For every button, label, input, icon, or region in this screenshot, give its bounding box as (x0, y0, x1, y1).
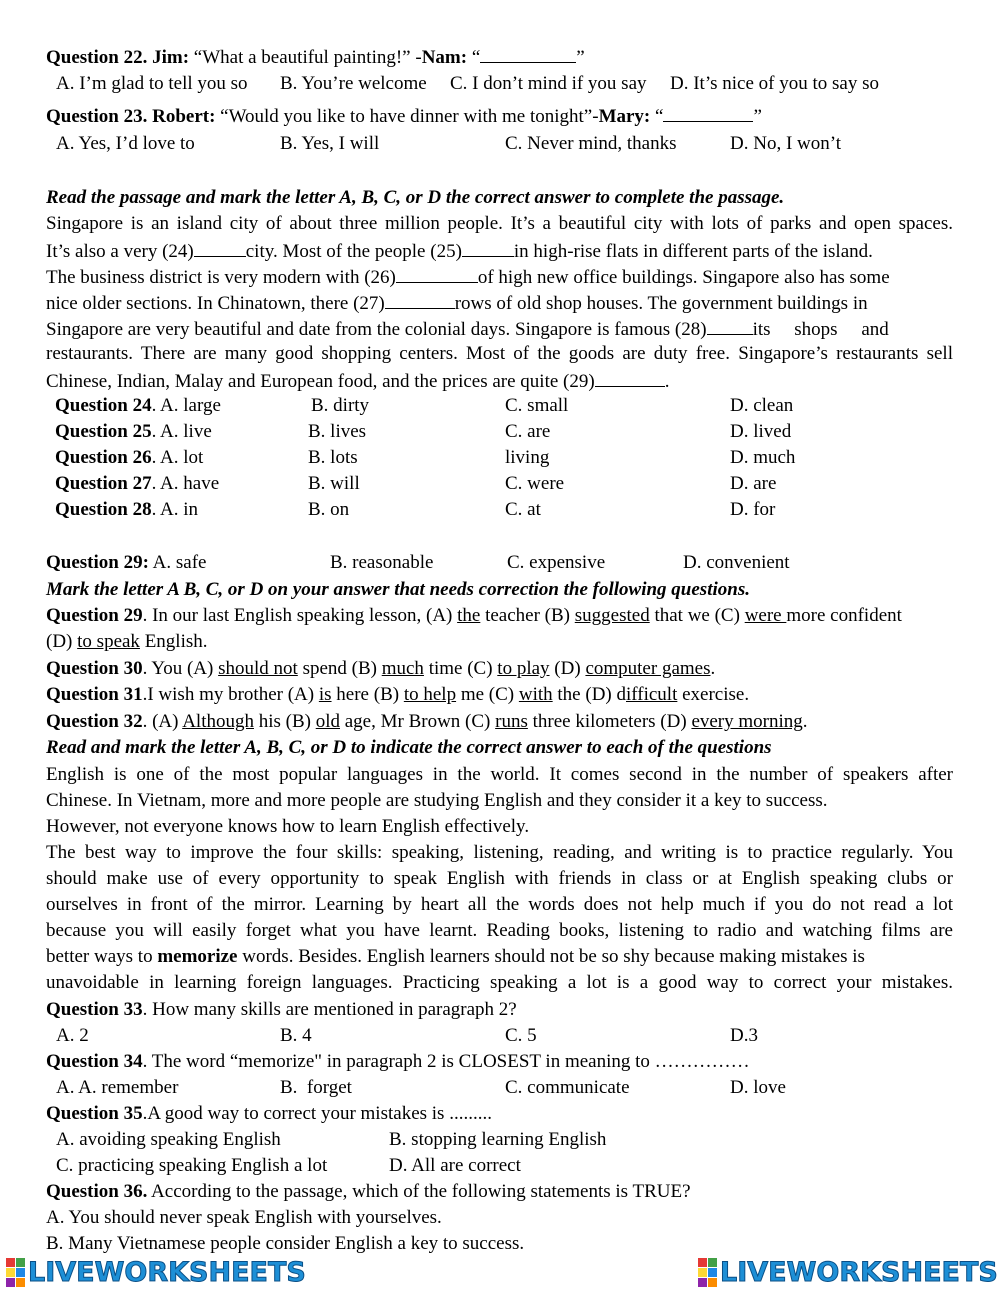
q29-option-a[interactable]: the (457, 605, 481, 626)
q25-option-c[interactable]: C. are (505, 421, 551, 442)
q29-text: English. (139, 631, 208, 652)
q23-option-d[interactable]: D. No, I won’t (730, 133, 842, 154)
q23-answer-blank[interactable] (663, 104, 753, 122)
q33-option-a[interactable]: A. 2 (56, 1025, 89, 1046)
q23-option-b[interactable]: B. Yes, I will (280, 133, 380, 154)
blank-27[interactable] (385, 291, 455, 309)
q36-option-b[interactable]: B. Many Vietnamese people consider English a key to success. (46, 1233, 525, 1254)
q22-answer-blank[interactable] (480, 45, 576, 63)
q30-text: spend (B) (297, 658, 382, 679)
cloze-text: nice older sections. In Chinatown, there (27) (46, 293, 385, 314)
blank-25[interactable] (462, 239, 514, 257)
reading-p2-line-4: because you will easily forget what you have learnt. Reading books, listening to radio and watching films are (46, 920, 953, 941)
q23-prompt: “Would you like to have dinner with me tonight”- (220, 106, 599, 127)
q31-option-d[interactable]: ifficult (626, 684, 678, 705)
blank-28[interactable] (707, 317, 753, 335)
reading-p2-line-5 (46, 946, 953, 968)
logo-blocks-icon (698, 1258, 717, 1287)
cloze-line-7 (46, 369, 669, 391)
reading-p1-line-3: However, not everyone knows how to learn English effectively. (46, 816, 530, 837)
cloze-line-3 (46, 265, 890, 287)
q30-option-a[interactable]: should not (218, 658, 298, 679)
reading-text (46, 946, 865, 968)
q30-text: time (C) (423, 658, 498, 679)
cloze-text: in high-rise flats in different parts of the island. (513, 241, 873, 262)
q29a-label: Question 29: (46, 552, 149, 573)
q31-label: Question 31 (46, 684, 143, 705)
cloze-line-4 (46, 291, 868, 313)
q36-text: According to the passage, which of the following statements is TRUE? (147, 1181, 691, 1202)
q22-prompt: “What a beautiful painting!” - (193, 47, 422, 68)
q26-option-b[interactable]: B. lots (308, 447, 358, 468)
q32-text: three kilometers (D) (527, 711, 692, 732)
q35-option-b[interactable]: B. stopping learning English (389, 1129, 607, 1150)
q32-label: Question 32 (46, 711, 143, 732)
reading-p2-line-2: should make use of every opportunity to speak English with friends in class or at English speaking clubs or (46, 868, 953, 889)
q26-option-d[interactable]: D. much (730, 447, 796, 468)
reading-instruction: Read and mark the letter A, B, C, or D to indicate the correct answer to each of the questions (46, 737, 772, 758)
q28-option-b[interactable]: B. on (308, 499, 350, 520)
q35-label: Question 35 (46, 1103, 143, 1124)
q32-line (46, 711, 808, 733)
q22-label: Question 22. (46, 47, 148, 68)
correction-instruction: Mark the letter A B, C, or D on your answer that needs correction the following questions. (46, 579, 750, 600)
q30-option-b[interactable]: much (381, 658, 424, 679)
q28-option-d[interactable]: D. for (730, 499, 776, 520)
q31-option-b[interactable]: to help (403, 684, 457, 705)
q30-option-d[interactable]: computer games (585, 658, 711, 679)
q30-option-c[interactable]: to play (497, 658, 550, 679)
q28-row (55, 499, 198, 521)
reading-text-a: better ways to (46, 946, 158, 967)
cloze-text: its shops and (752, 319, 889, 340)
reading-p1-line-2: Chinese. In Vietnam, more and more people are studying English and they consider it a key to success. (46, 790, 828, 811)
q30-text: (D) (549, 658, 586, 679)
q25-option-d[interactable]: D. lived (730, 421, 792, 442)
q34-option-c[interactable]: C. communicate (505, 1077, 630, 1098)
q35-option-c[interactable]: C. practicing speaking English a lot (56, 1155, 328, 1176)
q27-option-a[interactable]: . A. have (151, 473, 220, 494)
reading-text-c: words. Besides. English learners should not be so shy because making mistakes is (237, 946, 865, 967)
q22-option-d[interactable]: D. It’s nice of you to say so (670, 73, 879, 94)
q27-label: Question 27 (55, 473, 152, 494)
logo-blocks-icon (6, 1258, 25, 1287)
q34-label: Question 34 (46, 1051, 143, 1072)
q25-option-a[interactable]: . A. live (151, 421, 212, 442)
blank-26[interactable] (396, 265, 478, 283)
q28-option-a[interactable]: . A. in (151, 499, 199, 520)
q29-label: Question 29 (46, 605, 143, 626)
q28-option-c[interactable]: C. at (505, 499, 541, 520)
liveworksheets-logo-right (698, 1255, 998, 1289)
q24-label: Question 24 (55, 395, 152, 416)
q24-row (55, 395, 221, 417)
q29-option-c[interactable]: were (744, 605, 787, 626)
cloze-text: rows of old shop houses. The government buildings in (454, 293, 868, 314)
reading-p2-line-1: The best way to improve the four skills: speaking, listening, reading, and writing is to practice regularly. You (46, 842, 953, 863)
q30-label: Question 30 (46, 658, 143, 679)
q29-text: (D) (46, 631, 78, 652)
q24-option-d[interactable]: D. clean (730, 395, 794, 416)
q25-option-b[interactable]: B. lives (308, 421, 367, 442)
q32-option-d[interactable]: every morning (691, 711, 803, 732)
q31-option-c[interactable]: with (518, 684, 553, 705)
q36-label: Question 36. (46, 1181, 148, 1202)
q27-option-c[interactable]: C. were (505, 473, 565, 494)
q23-line (46, 104, 762, 126)
q33-line (46, 999, 517, 1021)
cloze-text: Chinese, Indian, Malay and European food, and the prices are quite (29) (46, 371, 595, 392)
cloze-text: city. Most of the people (25) (245, 241, 462, 262)
q34-line (46, 1051, 750, 1073)
q23-option-c[interactable]: C. Never mind, thanks (505, 133, 677, 154)
q29a-option-a[interactable]: A. safe (152, 552, 207, 573)
q35-option-a[interactable]: A. avoiding speaking English (56, 1129, 281, 1150)
q34-option-d[interactable]: D. love (730, 1077, 786, 1098)
q36-option-a[interactable]: A. You should never speak English with yourselves. (46, 1207, 442, 1228)
q29a-option-d[interactable]: D. convenient (683, 552, 790, 573)
q32-text: . (802, 711, 808, 732)
q27-row (55, 473, 219, 495)
q29a-option-b[interactable]: B. reasonable (330, 552, 434, 573)
q23-close-quote: ” (753, 106, 762, 127)
q29-line-2 (46, 631, 208, 653)
q32-text: age, Mr Brown (C) (340, 711, 496, 732)
reading-p2-line-3: ourselves in front of the mirror. Learning by heart all the words does not help much if you do not read a lot (46, 894, 953, 915)
q32-option-a[interactable]: Although (182, 711, 254, 732)
q27-option-b[interactable]: B. will (308, 473, 360, 494)
q31-text: the (D) d (552, 684, 626, 705)
logo-text: LIVEWORKSHEETS (720, 1256, 998, 1288)
q23-label: Question 23. (46, 106, 148, 127)
cloze-line-1: Singapore is an island city of about three million people. It’s a beautiful city with lots of parks and open spaces. (46, 213, 953, 234)
q29-text: more confident (786, 605, 902, 626)
reading-p1-line-1: English is one of the most popular languages in the world. It comes second in the number of speakers after (46, 764, 953, 785)
q22-option-c[interactable]: C. I don’t mind if you say (450, 73, 647, 94)
q36-line (46, 1181, 691, 1203)
cloze-text: Singapore are very beautiful and date from the colonial days. Singapore is famous (28) (46, 319, 707, 340)
q22-open-quote: “ (471, 47, 481, 68)
q26-row (55, 447, 203, 469)
q31-text: me (C) (456, 684, 519, 705)
q35-option-d[interactable]: D. All are correct (389, 1155, 521, 1176)
q29-text: teacher (B) (480, 605, 575, 626)
q22-close-quote: ” (576, 47, 585, 68)
logo-text: LIVEWORKSHEETS (28, 1256, 306, 1288)
q22-line (46, 45, 585, 67)
q27-option-d[interactable]: D. are (730, 473, 777, 494)
q23-speaker1: Robert: (152, 106, 216, 127)
reading-p2-line-6: unavoidable in learning foreign languages. Practicing speaking a lot is a good way to correct your mistakes. (46, 972, 953, 993)
cloze-instruction: Read the passage and mark the letter A, B, C, or D the correct answer to complete the passage. (46, 187, 785, 208)
q22-speaker1: Jim: (152, 47, 190, 68)
q23-speaker2: Mary: (598, 106, 651, 127)
q29a-option-c[interactable]: C. expensive (507, 552, 606, 573)
cloze-text: . (664, 371, 670, 392)
q31-option-a[interactable]: is (318, 684, 332, 705)
q22-option-b[interactable]: B. You’re welcome (280, 73, 427, 94)
q30-text: . (710, 658, 716, 679)
blank-29[interactable] (595, 369, 665, 387)
q28-label: Question 28 (55, 499, 152, 520)
q31-line (46, 684, 749, 706)
q33-option-b[interactable]: B. 4 (280, 1025, 312, 1046)
q23-open-quote: “ (655, 106, 664, 127)
q34-text: . The word “memorize" in paragraph 2 is CLOSEST in meaning to …………… (142, 1051, 750, 1072)
q23-option-a[interactable]: A. Yes, I’d love to (56, 133, 195, 154)
q24-option-c[interactable]: C. small (505, 395, 569, 416)
q29a-row (46, 552, 206, 574)
q33-text: . How many skills are mentioned in paragraph 2? (142, 999, 517, 1020)
q33-label: Question 33 (46, 999, 143, 1020)
q30-text: . You (A) (142, 658, 219, 679)
cloze-line-6: restaurants. There are many good shopping centers. Most of the goods are duty free. Singapore’s restaurants sell (46, 343, 953, 364)
q35-line (46, 1103, 492, 1125)
q24-option-b[interactable]: B. dirty (311, 395, 370, 416)
q32-option-c[interactable]: runs (495, 711, 528, 732)
q34-option-b[interactable]: B. forget (280, 1077, 352, 1098)
q34-option-a[interactable]: A. A. remember (56, 1077, 179, 1098)
q33-option-c[interactable]: C. 5 (505, 1025, 537, 1046)
cloze-line-2 (46, 239, 873, 261)
q33-option-d[interactable]: D.3 (730, 1025, 758, 1046)
cloze-text: The business district is very modern with (26) (46, 267, 396, 288)
q29-line (46, 605, 902, 627)
q29-option-b[interactable]: suggested (574, 605, 650, 626)
cloze-line-5 (46, 317, 889, 339)
q31-text: .I wish my brother (A) (142, 684, 319, 705)
q32-text: his (B) (253, 711, 316, 732)
cloze-text: of high new office buildings. Singapore also has some (477, 267, 890, 288)
q29-text: . In our last English speaking lesson, (A) (142, 605, 458, 626)
q29-text: that we (C) (649, 605, 745, 626)
q25-label: Question 25 (55, 421, 152, 442)
q25-row (55, 421, 212, 443)
q26-label: Question 26 (55, 447, 152, 468)
q31-text: exercise. (677, 684, 750, 705)
q32-text: . (A) (142, 711, 183, 732)
q30-line (46, 658, 715, 680)
highlighted-word: memorize (157, 946, 238, 967)
q31-text: here (B) (331, 684, 404, 705)
blank-24[interactable] (194, 239, 246, 257)
q26-option-c[interactable]: living (505, 447, 550, 468)
q29-option-d[interactable]: to speak (77, 631, 140, 652)
q26-option-a[interactable]: . A. lot (151, 447, 204, 468)
q24-option-a[interactable]: . A. large (151, 395, 221, 416)
q22-speaker2: Nam: (421, 47, 468, 68)
q35-text: .A good way to correct your mistakes is ......... (142, 1103, 492, 1124)
q32-option-b[interactable]: old (315, 711, 340, 732)
q22-option-a[interactable]: A. I’m glad to tell you so (56, 73, 248, 94)
liveworksheets-logo-left (6, 1255, 306, 1289)
cloze-text: It’s also a very (24) (46, 241, 194, 262)
